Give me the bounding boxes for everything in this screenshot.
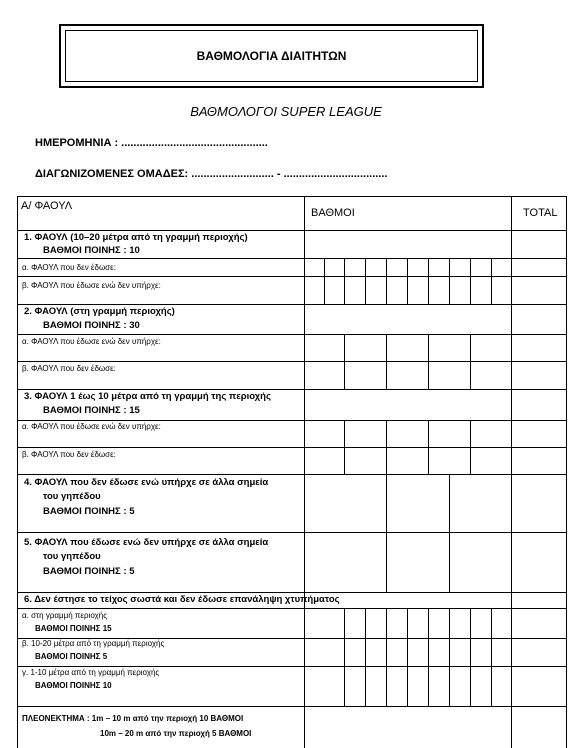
row-line	[17, 420, 567, 421]
points-column-header: ΒΑΘΜΟΙ	[311, 207, 355, 219]
tick-col	[386, 258, 387, 304]
foul-row-4-title: 4. ΦΑΟΥΛ που δεν έδωσε ενώ υπήρχε σε άλλα σημεία	[24, 477, 269, 488]
total-column-header: TOTAL	[523, 207, 558, 219]
scoring-table	[17, 196, 567, 748]
tick-col	[491, 608, 492, 706]
tick-col	[365, 258, 366, 304]
tick-col	[344, 334, 345, 389]
tick-col	[324, 258, 325, 304]
foul-row-6b-points: ΒΑΘΜΟΙ ΠΟΙΝΗΣ 5	[35, 652, 108, 661]
tick-col	[344, 258, 345, 304]
row-line	[17, 532, 567, 533]
foul-row-2b: β. ΦΑΟΥΛ που δεν έδωσε:	[22, 364, 116, 373]
foul-row-5-points: ΒΑΘΜΟΙ ΠΟΙΝΗΣ : 5	[43, 566, 135, 577]
foul-row-6b: β. 10-20 μέτρα από τη γραμμή περιοχής	[22, 639, 165, 648]
row-line	[17, 334, 567, 335]
row-line	[17, 361, 567, 362]
foul-row-6-title: 6. Δεν έστησε το τείχος σωστά και δεν έδωσε επανάληψη χτυπήματος	[24, 594, 340, 605]
advantage-line-2: 10m – 20 m από την περιοχή 5 ΒΑΘΜΟΙ	[100, 729, 252, 738]
foul-row-1a: α. ΦΑΟΥΛ που δεν έδωσε:	[22, 263, 116, 272]
teams-field: ΔΙΑΓΩΝΙΖΟΜΕΝΕΣ ΟΜΑΔΕΣ: ........................... - ..................................	[35, 168, 388, 180]
foul-row-4-points: ΒΑΘΜΟΙ ΠΟΙΝΗΣ : 5	[43, 506, 135, 517]
foul-row-6c: γ. 1-10 μέτρα από τη γραμμή περιοχής	[22, 668, 160, 677]
foul-row-2a: α. ΦΑΟΥΛ που έδωσε ενώ δεν υπήρχε:	[22, 337, 161, 346]
section-header: Α/ ΦΑΟΥΛ	[21, 200, 73, 212]
tick-col	[407, 608, 408, 706]
document-title: ΒΑΘΜΟΛΟΓΙΑ ΔΙΑΙΤΗΤΩΝ	[65, 30, 478, 82]
tick-col	[470, 334, 471, 389]
foul-row-6c-points: ΒΑΘΜΟΙ ΠΟΙΝΗΣ 10	[35, 681, 112, 690]
tick-col	[344, 420, 345, 474]
date-field: ΗΜΕΡΟΜΗΝΙΑ : ................................................	[35, 137, 268, 149]
tick-col	[428, 334, 429, 389]
foul-row-6a-points: ΒΑΘΜΟΙ ΠΟΙΝΗΣ 15	[35, 624, 112, 633]
tick-col	[470, 258, 471, 304]
foul-row-5-title-cont: του γηπέδου	[43, 551, 101, 562]
tick-col	[449, 474, 450, 592]
foul-row-1-title: 1. ΦΑΟΥΛ (10–20 μέτρα από τη γραμμή περιοχής)	[24, 232, 248, 243]
foul-row-3b: β. ΦΑΟΥΛ που δεν έδωσε:	[22, 450, 116, 459]
foul-row-2-points: ΒΑΘΜΟΙ ΠΟΙΝΗΣ : 30	[43, 320, 140, 331]
foul-row-1-points: ΒΑΘΜΟΙ ΠΟΙΝΗΣ : 10	[43, 245, 140, 256]
foul-row-1b: β. ΦΑΟΥΛ που έδωσε ενώ δεν υπήρχε:	[22, 281, 161, 290]
tick-col	[449, 608, 450, 706]
foul-row-3-title: 3. ΦΑΟΥΛ 1 έως 10 μέτρα από τη γραμμή της περιοχής	[24, 391, 271, 402]
foul-row-6a: α. στη γραμμή περιοχής	[22, 611, 108, 620]
tick-col	[386, 420, 387, 474]
row-line	[17, 608, 567, 609]
table-border-top	[17, 196, 567, 197]
row-line	[17, 447, 567, 448]
tick-col	[386, 608, 387, 706]
tick-col	[428, 258, 429, 304]
tick-col	[428, 608, 429, 706]
foul-row-2-title: 2. ΦΑΟΥΛ (στη γραμμή περιοχής)	[24, 306, 175, 317]
tick-col	[386, 334, 387, 389]
tick-col	[491, 258, 492, 304]
foul-row-3-points: ΒΑΘΜΟΙ ΠΟΙΝΗΣ : 15	[43, 405, 140, 416]
tick-col	[344, 608, 345, 706]
tick-col	[386, 474, 387, 592]
document-subtitle: ΒΑΘΜΟΛΟΓΟΙ SUPER LEAGUE	[190, 104, 382, 119]
advantage-line-1: ΠΛΕΟΝΕΚΤΗΜΑ : 1m – 10 m από την περιοχή 10 ΒΑΘΜΟΙ	[22, 714, 244, 723]
row-line	[17, 666, 567, 667]
foul-row-3a: α. ΦΑΟΥΛ που έδωσε ενώ δεν υπήρχε:	[22, 422, 161, 431]
tick-col	[470, 608, 471, 706]
title-frame	[59, 24, 484, 88]
tick-col	[470, 420, 471, 474]
tick-col	[407, 258, 408, 304]
row-line	[17, 276, 567, 277]
foul-row-5-title: 5. ΦΑΟΥΛ που έδωσε ενώ δεν υπήρχε σε άλλα σημεία	[24, 537, 269, 548]
foul-row-4-title-cont: του γηπέδου	[43, 491, 101, 502]
tick-col	[428, 420, 429, 474]
row-line	[17, 706, 567, 707]
tick-col	[365, 608, 366, 706]
tick-col	[449, 258, 450, 304]
